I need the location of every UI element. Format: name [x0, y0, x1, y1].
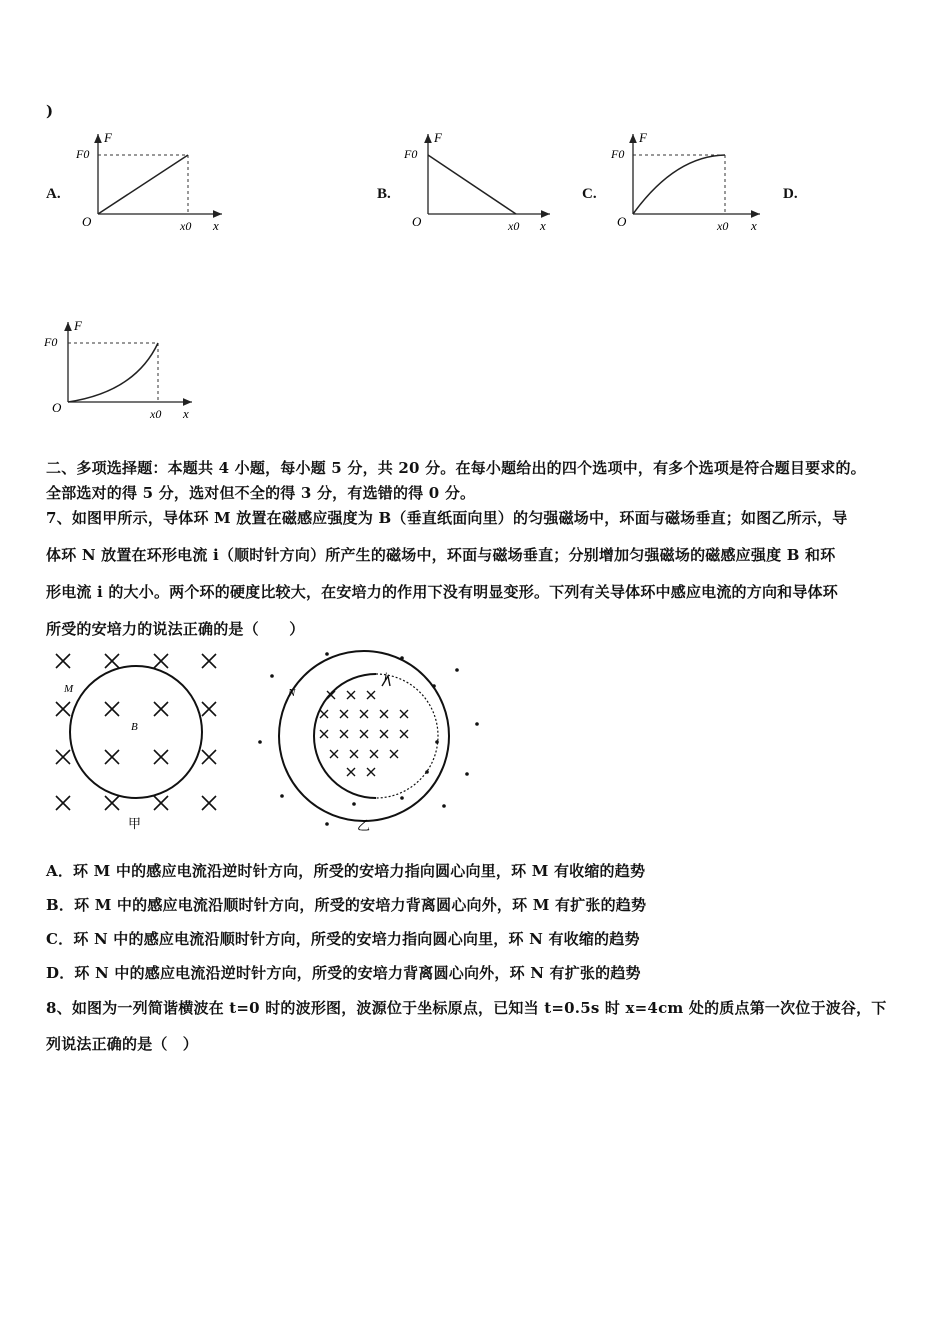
question-8-line1: 8、如图为一列简谐横波在 t=0 时的波形图，波源位于坐标原点，已知当 t=0.5s 时 x=4cm 处的质点第一次位于波谷，下	[46, 999, 887, 1017]
x0-label: x0	[508, 219, 520, 233]
q7-option-b[interactable]: B．环 M 中的感应电流沿顺时针方向，所受的安培力背离圆心向外，环 M 有扩张的趋势	[46, 896, 647, 914]
x0-label: x0	[717, 219, 729, 233]
option-a-graph	[70, 128, 230, 238]
y-axis-label: F	[74, 318, 82, 333]
x-axis-label: x	[183, 406, 189, 421]
origin-label: O	[82, 214, 92, 229]
section-2-heading-line1: 二、多项选择题：本题共 4 小题，每小题 5 分，共 20 分。在每小题给出的四个选项中，有多个选项是符合题目要求的。	[46, 459, 866, 477]
question-7-line4: 所受的安培力的说法正确的是（ ）	[46, 620, 305, 638]
field-b-label: B	[131, 721, 138, 733]
outer-dot-marks	[258, 652, 479, 826]
force-curve	[68, 343, 158, 402]
section-2-heading-line2: 全部选对的得 5 分，选对但不全的得 3 分，有选错的得 0 分。	[46, 484, 476, 502]
force-curve	[98, 155, 188, 214]
f0-label: F0	[611, 147, 625, 161]
option-b-label[interactable]: B.	[377, 186, 391, 202]
option-c-graph	[605, 128, 770, 238]
option-c-label[interactable]: C.	[582, 186, 597, 202]
question-6-closing-paren: )	[46, 102, 54, 120]
figure-yi	[252, 646, 482, 836]
question-8-line2: 列说法正确的是（ ）	[46, 1035, 199, 1053]
figure-yi-caption: 乙	[357, 818, 371, 833]
x-axis-label: x	[751, 218, 757, 233]
option-b-graph	[400, 128, 560, 238]
f0-label: F0	[76, 147, 90, 161]
y-axis-label: F	[434, 130, 442, 145]
x-axis-label: x	[540, 218, 546, 233]
origin-label: O	[617, 214, 627, 229]
f0-label: F0	[404, 147, 418, 161]
option-d-graph	[40, 316, 205, 426]
question-7-line2: 体环 N 放置在环形电流 i（顺时针方向）所产生的磁场中，环面与磁场垂直；分别增加匀强磁场的磁感应强度 B 和环	[46, 546, 836, 564]
question-7-line3: 形电流 i 的大小。两个环的硬度比较大，在安培力的作用下没有明显变形。下列有关导体环中感应电流的方向和导体环	[46, 583, 838, 601]
ring-n	[279, 651, 449, 821]
option-d-label[interactable]: D.	[783, 186, 798, 202]
option-a-label[interactable]: A.	[46, 186, 61, 202]
x0-label: x0	[150, 407, 162, 421]
origin-label: O	[412, 214, 422, 229]
force-curve	[633, 155, 725, 214]
current-i-label: i	[384, 669, 388, 683]
figure-jia	[44, 646, 234, 836]
inner-x-marks	[320, 691, 408, 776]
q7-option-a[interactable]: A．环 M 中的感应电流沿逆时针方向，所受的安培力指向圆心向里，环 M 有收缩的趋势	[46, 862, 646, 880]
f0-label: F0	[44, 335, 58, 349]
force-curve	[428, 155, 516, 214]
q7-option-d[interactable]: D．环 N 中的感应电流沿逆时针方向，所受的安培力背离圆心向外，环 N 有扩张的趋势	[46, 964, 641, 982]
ring-n-label: N	[288, 687, 296, 699]
y-axis-label: F	[104, 130, 112, 145]
question-7-line1: 7、如图甲所示，导体环 M 放置在磁感应强度为 B（垂直纸面向里）的匀强磁场中，环面与磁场垂直；如图乙所示，导	[46, 509, 848, 527]
figure-jia-caption: 甲	[128, 816, 142, 831]
x-axis-label: x	[213, 218, 219, 233]
x0-label: x0	[180, 219, 192, 233]
y-axis-label: F	[639, 130, 647, 145]
origin-label: O	[52, 400, 62, 415]
ring-m-label: M	[64, 683, 74, 695]
q7-option-c[interactable]: C．环 N 中的感应电流沿顺时针方向，所受的安培力指向圆心向里，环 N 有收缩的趋势	[46, 930, 640, 948]
